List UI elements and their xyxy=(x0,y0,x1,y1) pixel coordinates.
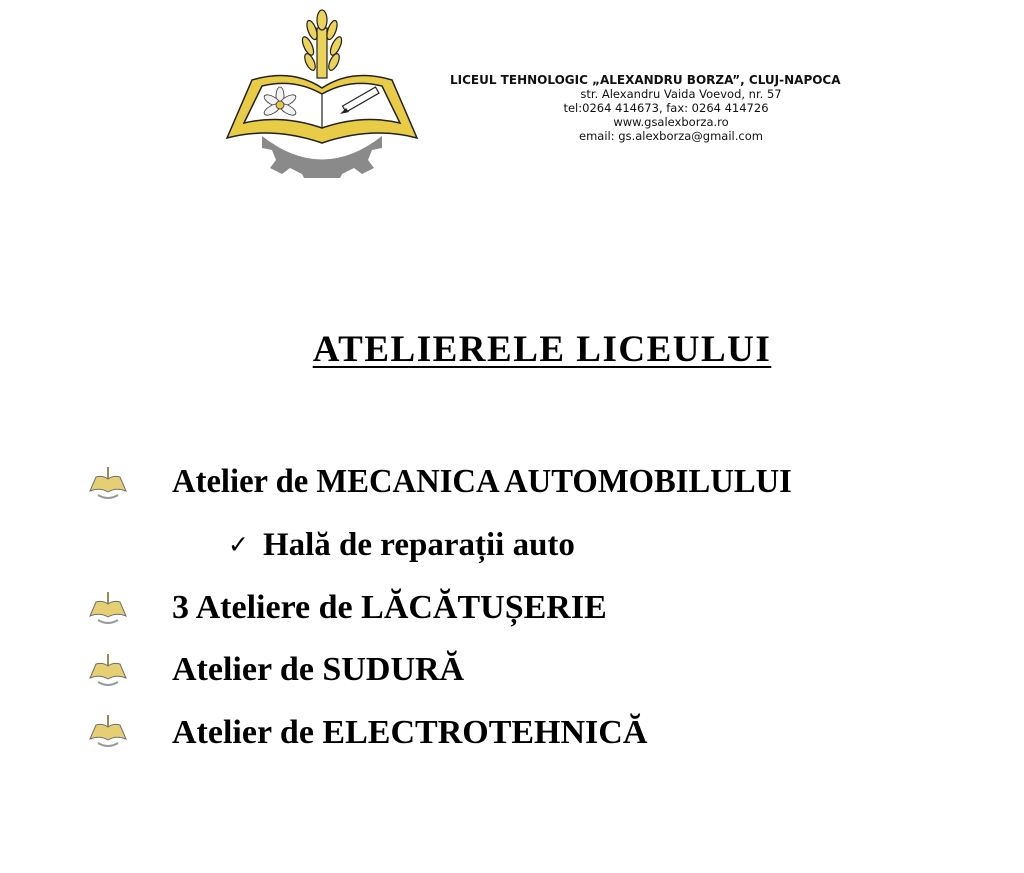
school-website: www.gsalexborza.ro xyxy=(613,115,729,129)
sub-list-item-label: Hală de reparații auto xyxy=(262,527,575,563)
logo-bullet-icon xyxy=(88,713,128,747)
logo-bullet-icon xyxy=(88,465,128,499)
page-title: ATELIERELE LICEULUI xyxy=(312,329,772,370)
logo-bullet-icon xyxy=(88,590,128,624)
school-phone: tel:0264 414673, fax: 0264 414726 xyxy=(563,101,769,115)
school-name: LICEUL TEHNOLOGIC „ALEXANDRU BORZA”, CLUJ-NAPOCA xyxy=(450,73,841,87)
list-item: 3 Ateliere de LĂCĂTUȘERIE xyxy=(172,589,607,626)
list-item: Atelier de ELECTROTEHNICĂ xyxy=(172,714,648,751)
logo-bullet-icon xyxy=(88,652,128,686)
sub-list-item xyxy=(228,525,575,567)
list-item: Atelier de SUDURĂ xyxy=(172,651,465,688)
school-address: str. Alexandru Vaida Voevod, nr. 57 xyxy=(580,87,782,101)
check-icon: ✓ xyxy=(228,530,249,559)
school-email: email: gs.alexborza@gmail.com xyxy=(579,129,763,143)
list-item: Atelier de MECANICA AUTOMOBILULUI xyxy=(172,463,792,500)
